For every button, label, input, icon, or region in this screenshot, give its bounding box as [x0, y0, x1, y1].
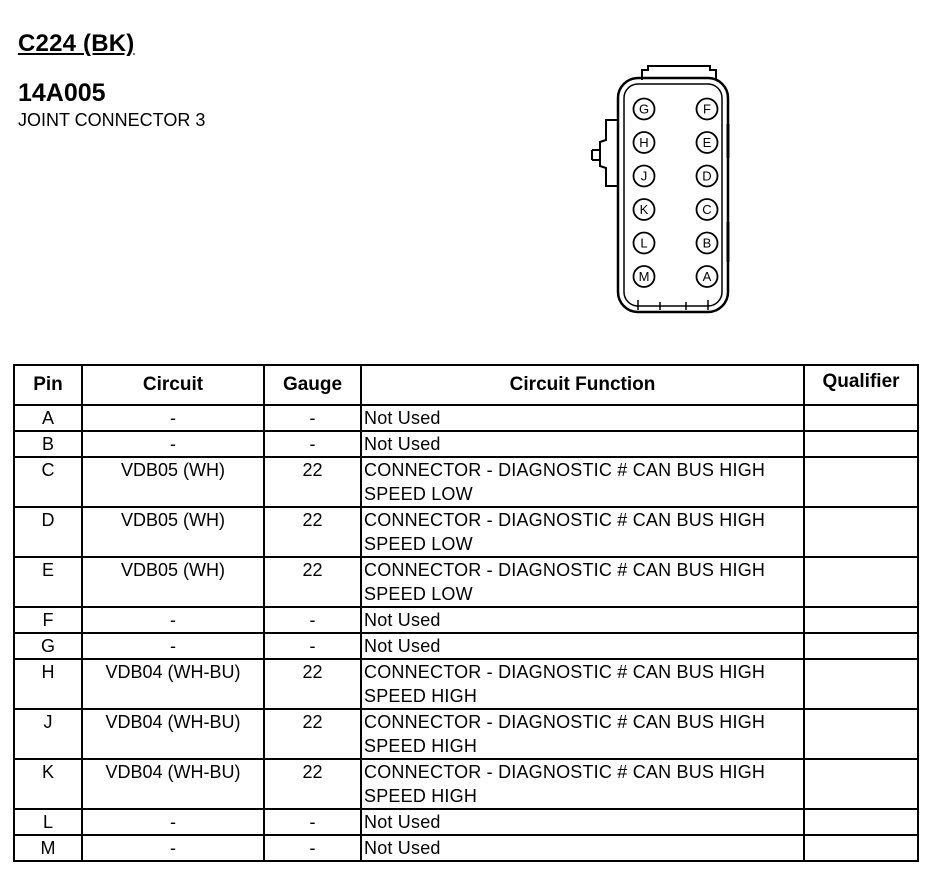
circuit-cell: VDB05 (WH)	[82, 507, 264, 557]
circuit-cell: VDB04 (WH-BU)	[82, 659, 264, 709]
table-row	[14, 633, 918, 659]
qualifier-cell	[804, 431, 918, 457]
connector-title: C224 (BK)	[18, 30, 135, 57]
header-circuit: Circuit	[82, 365, 264, 405]
qualifier-cell	[804, 809, 918, 835]
connector-face-diagram	[580, 62, 740, 324]
header-circuit-function: Circuit Function	[361, 365, 804, 405]
table-row	[14, 809, 918, 835]
part-name: JOINT CONNECTOR 3	[18, 110, 206, 130]
qualifier-cell	[804, 507, 918, 557]
connector-pin-label-b: B	[702, 235, 712, 251]
connector-pin-label-l: L	[640, 235, 648, 251]
pin-cell: M	[14, 835, 82, 861]
gauge-cell: 22	[264, 457, 361, 507]
pin-cell: C	[14, 457, 82, 507]
pinout-table	[13, 364, 919, 862]
pin-cell: F	[14, 607, 82, 633]
circuit-cell: -	[82, 431, 264, 457]
gauge-cell: -	[264, 431, 361, 457]
pin-cell: G	[14, 633, 82, 659]
circuit-cell: VDB05 (WH)	[82, 557, 264, 607]
circuit-function-cell: CONNECTOR - DIAGNOSTIC # CAN BUS HIGH SPEED LOW	[361, 457, 804, 507]
circuit-function-cell: CONNECTOR - DIAGNOSTIC # CAN BUS HIGH SPEED HIGH	[361, 709, 804, 759]
qualifier-cell	[804, 835, 918, 861]
circuit-cell: -	[82, 633, 264, 659]
qualifier-cell	[804, 659, 918, 709]
table-header-row	[14, 365, 918, 405]
table-row	[14, 405, 918, 431]
table-row	[14, 507, 918, 557]
pin-cell: J	[14, 709, 82, 759]
connector-pin-label-f: F	[703, 101, 711, 117]
connector-pin-label-c: C	[702, 202, 712, 217]
gauge-cell: -	[264, 809, 361, 835]
qualifier-cell	[804, 633, 918, 659]
header-gauge: Gauge	[264, 365, 361, 405]
table-row	[14, 457, 918, 507]
circuit-function-cell: CONNECTOR - DIAGNOSTIC # CAN BUS HIGH SPEED LOW	[361, 557, 804, 607]
gauge-cell: -	[264, 607, 361, 633]
connector-pin-label-k: K	[639, 202, 649, 217]
gauge-cell: 22	[264, 659, 361, 709]
pin-cell: B	[14, 431, 82, 457]
table-row	[14, 709, 918, 759]
pin-cell: A	[14, 405, 82, 431]
header-pin: Pin	[14, 365, 82, 405]
table-row	[14, 759, 918, 809]
connector-pins	[634, 99, 718, 288]
circuit-function-cell: Not Used	[361, 431, 804, 457]
circuit-function-cell: Not Used	[361, 607, 804, 633]
circuit-cell: VDB05 (WH)	[82, 457, 264, 507]
table-row	[14, 431, 918, 457]
table-row	[14, 835, 918, 861]
qualifier-cell	[804, 759, 918, 809]
circuit-cell: VDB04 (WH-BU)	[82, 759, 264, 809]
qualifier-cell	[804, 457, 918, 507]
connector-pin-label-g: G	[638, 101, 650, 117]
circuit-function-cell: CONNECTOR - DIAGNOSTIC # CAN BUS HIGH SPEED HIGH	[361, 659, 804, 709]
gauge-cell: -	[264, 405, 361, 431]
gauge-cell: 22	[264, 557, 361, 607]
pin-cell: D	[14, 507, 82, 557]
gauge-cell: 22	[264, 759, 361, 809]
pin-cell: K	[14, 759, 82, 809]
qualifier-cell	[804, 607, 918, 633]
circuit-cell: VDB04 (WH-BU)	[82, 709, 264, 759]
gauge-cell: 22	[264, 709, 361, 759]
circuit-function-cell: Not Used	[361, 809, 804, 835]
connector-pin-label-a: A	[702, 269, 712, 284]
table-row	[14, 557, 918, 607]
qualifier-cell	[804, 405, 918, 431]
circuit-cell: -	[82, 835, 264, 861]
circuit-function-cell: Not Used	[361, 633, 804, 659]
pin-cell: H	[14, 659, 82, 709]
gauge-cell: -	[264, 633, 361, 659]
table-row	[14, 607, 918, 633]
connector-pin-label-h: H	[639, 135, 649, 150]
circuit-function-cell: CONNECTOR - DIAGNOSTIC # CAN BUS HIGH SPEED LOW	[361, 507, 804, 557]
header-qualifier: Qualifier	[804, 365, 918, 405]
gauge-cell: -	[264, 835, 361, 861]
connector-pin-label-m: M	[638, 269, 650, 284]
circuit-cell: -	[82, 405, 264, 431]
connector-pin-label-j: J	[640, 168, 648, 184]
qualifier-cell	[804, 709, 918, 759]
circuit-cell: -	[82, 607, 264, 633]
circuit-function-cell: Not Used	[361, 405, 804, 431]
circuit-function-cell: Not Used	[361, 835, 804, 861]
connector-outline	[580, 62, 740, 324]
connector-pin-label-e: E	[702, 135, 712, 150]
circuit-function-cell: CONNECTOR - DIAGNOSTIC # CAN BUS HIGH SPEED HIGH	[361, 759, 804, 809]
pin-cell: L	[14, 809, 82, 835]
pin-cell: E	[14, 557, 82, 607]
part-number: 14A005	[18, 79, 106, 107]
connector-pin-label-d: D	[702, 168, 712, 184]
table-row	[14, 659, 918, 709]
gauge-cell: 22	[264, 507, 361, 557]
qualifier-cell	[804, 557, 918, 607]
circuit-cell: -	[82, 809, 264, 835]
